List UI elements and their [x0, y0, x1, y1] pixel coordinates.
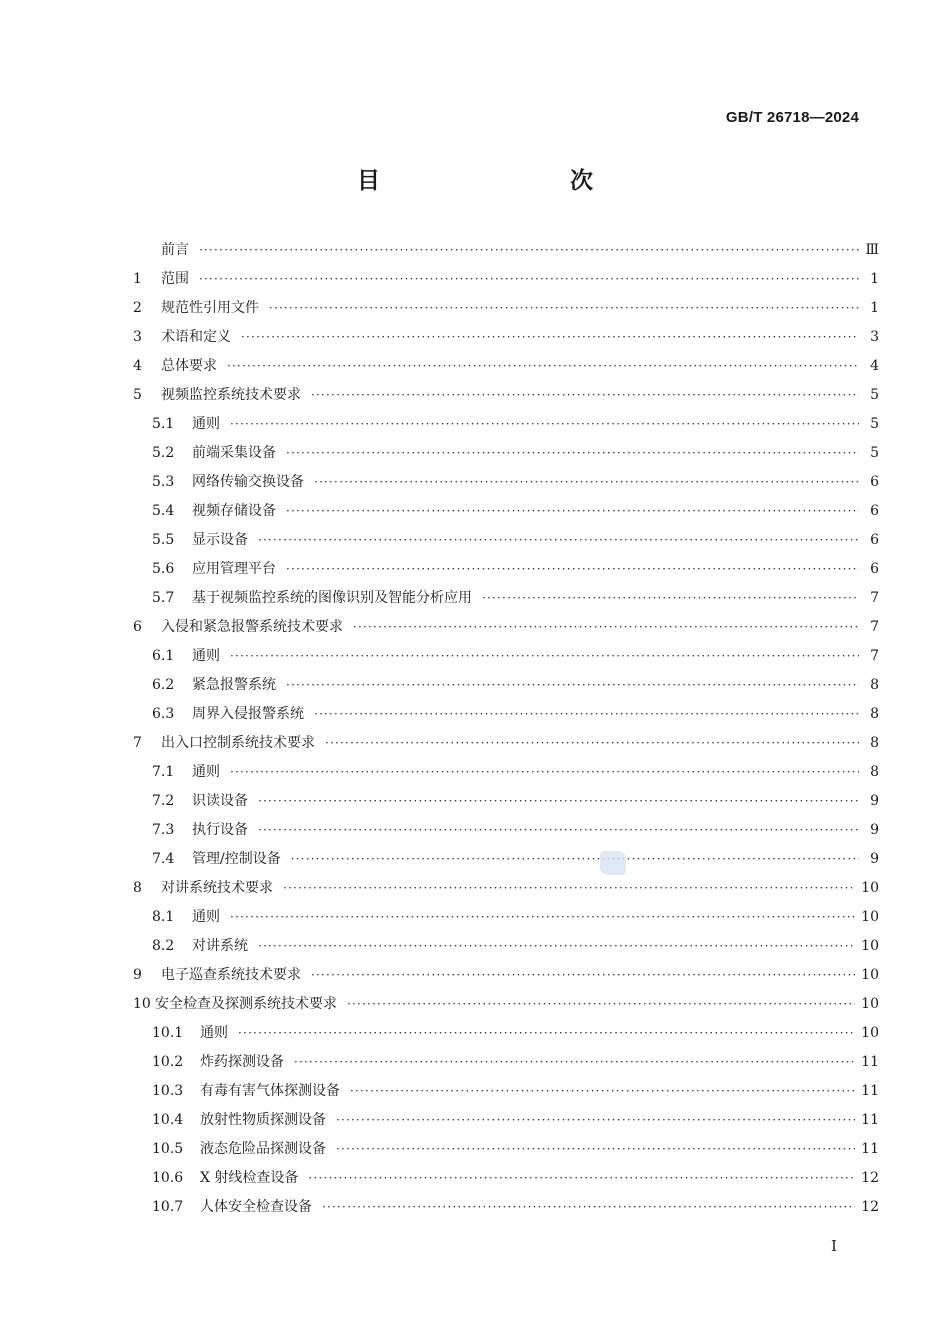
- toc-entry-number: 5.3: [152, 474, 175, 490]
- toc-entry-7-4[interactable]: [133, 848, 879, 877]
- toc-leader-dots: [325, 736, 859, 750]
- toc-entry-number: 7.3: [152, 822, 175, 838]
- toc-entry-5-4[interactable]: [133, 500, 879, 529]
- toc-entry-label: 基于视频监控系统的图像识别及智能分析应用: [192, 590, 472, 606]
- toc-entry-label: 网络传输交换设备: [192, 474, 304, 490]
- toc-entry-5-7[interactable]: [133, 587, 879, 616]
- toc-entry-number: 6.3: [152, 706, 175, 722]
- toc-entry-page: 7: [870, 619, 879, 635]
- toc-entry-label: X 射线检查设备: [200, 1170, 299, 1186]
- toc-entry-label: 前端采集设备: [192, 445, 276, 461]
- toc-leader-dots: [230, 649, 859, 663]
- toc-entry-page: 10: [861, 938, 879, 954]
- toc-entry-number: 5.4: [152, 503, 175, 519]
- toc-entry-5-2[interactable]: [133, 442, 879, 471]
- toc-entry-label: 范围: [161, 271, 189, 287]
- toc-entry-number: 1: [133, 271, 142, 287]
- toc-entry-page: 9: [870, 793, 879, 809]
- toc-entry-page: 5: [870, 416, 879, 432]
- toc-leader-dots: [286, 504, 859, 518]
- toc-entry-page: 8: [870, 764, 879, 780]
- toc-entry-label: 通则: [192, 764, 220, 780]
- toc-entry-7-1[interactable]: [133, 761, 879, 790]
- toc-entry-page: 10: [861, 909, 879, 925]
- toc-leader-dots: [230, 765, 859, 779]
- toc-entry-label: 执行设备: [192, 822, 248, 838]
- toc-entry-number: 8: [133, 880, 142, 896]
- toc-entry-number: 2: [133, 300, 142, 316]
- toc-entry-page: 10: [861, 880, 879, 896]
- toc-entry-page: 9: [870, 851, 879, 867]
- toc-entry-label: 电子巡查系统技术要求: [161, 967, 301, 983]
- toc-leader-dots: [238, 1026, 855, 1040]
- toc-entry-number: 6.2: [152, 677, 175, 693]
- toc-leader-dots: [294, 1055, 855, 1069]
- toc-entry-5-5[interactable]: [133, 529, 879, 558]
- toc-entry-number: 10: [133, 996, 151, 1012]
- toc-entry-10-5[interactable]: [133, 1138, 879, 1167]
- toc-entry-6-3[interactable]: [133, 703, 879, 732]
- toc-entry-6-1[interactable]: [133, 645, 879, 674]
- toc-entry-page: 6: [870, 561, 879, 577]
- toc-entry-number: 10.2: [152, 1054, 184, 1070]
- toc-leader-dots: [199, 272, 859, 286]
- toc-entry-page: 11: [861, 1141, 879, 1157]
- toc-entry-8[interactable]: [133, 877, 879, 906]
- toc-leader-dots: [353, 620, 859, 634]
- toc-entry-5-1[interactable]: [133, 413, 879, 442]
- toc-entry-label: 放射性物质探测设备: [200, 1112, 326, 1128]
- watermark-logo: [600, 851, 626, 875]
- toc-leader-dots: [308, 1171, 855, 1185]
- toc-entry-4[interactable]: [133, 355, 879, 384]
- toc-leader-dots: [258, 823, 859, 837]
- toc-entry-number: 3: [133, 329, 142, 345]
- toc-leader-dots: [322, 1200, 855, 1214]
- toc-entry-number: 10.5: [152, 1141, 184, 1157]
- toc-entry-number: 7.1: [152, 764, 175, 780]
- toc-entry-label: 对讲系统技术要求: [161, 880, 273, 896]
- toc-entry-label: 安全检查及探测系统技术要求: [155, 996, 337, 1012]
- toc-entry-number: 5: [133, 387, 142, 403]
- toc-entry-7-3[interactable]: [133, 819, 879, 848]
- toc-entry-label: 紧急报警系统: [192, 677, 276, 693]
- toc-entry-page: 1: [870, 300, 879, 316]
- toc-leader-dots: [227, 359, 859, 373]
- toc-leader-dots: [286, 678, 859, 692]
- toc-entry-page: 6: [870, 532, 879, 548]
- toc-entry-page: 9: [870, 822, 879, 838]
- toc-entry-label: 视频监控系统技术要求: [161, 387, 301, 403]
- toc-entry-label: 显示设备: [192, 532, 248, 548]
- toc-leader-dots: [347, 997, 855, 1011]
- toc-entry-number: 10.3: [152, 1083, 184, 1099]
- toc-entry-number: 6.1: [152, 648, 175, 664]
- toc-leader-dots: [336, 1142, 855, 1156]
- toc-leader-dots: [311, 388, 859, 402]
- toc-leader-dots: [241, 330, 859, 344]
- toc-leader-dots: [482, 591, 859, 605]
- toc-leader-dots: [269, 301, 859, 315]
- toc-entry-10[interactable]: [133, 993, 879, 1022]
- toc-entry-label: 前言: [161, 242, 189, 258]
- toc-entry-6-2[interactable]: [133, 674, 879, 703]
- toc-entry-10-3[interactable]: [133, 1080, 879, 1109]
- toc-entry-label: 入侵和紧急报警系统技术要求: [161, 619, 343, 635]
- page-number: I: [831, 1237, 837, 1255]
- toc-entry-page: Ⅲ: [865, 242, 879, 258]
- toc-entry-page: 1: [870, 271, 879, 287]
- toc-entry-page: 8: [870, 677, 879, 693]
- toc-entry-5[interactable]: [133, 384, 879, 413]
- toc-entry-page: 8: [870, 706, 879, 722]
- toc-entry-page: 5: [870, 387, 879, 403]
- toc-entry-label: 周界入侵报警系统: [192, 706, 304, 722]
- toc-leader-dots: [230, 910, 855, 924]
- toc-entry-label: 炸药探测设备: [200, 1054, 284, 1070]
- toc-entry-number: 10.1: [152, 1025, 184, 1041]
- toc-leader-dots: [258, 533, 859, 547]
- toc-entry-6[interactable]: [133, 616, 879, 645]
- toc-entry-7[interactable]: [133, 732, 879, 761]
- toc-entry-foreword[interactable]: [133, 239, 879, 268]
- toc-entry-5-3[interactable]: [133, 471, 879, 500]
- toc-entry-page: 6: [870, 503, 879, 519]
- toc-entry-number: 5.6: [152, 561, 175, 577]
- toc-entry-label: 对讲系统: [192, 938, 248, 954]
- toc-entry-10-6[interactable]: [133, 1167, 879, 1196]
- toc-entry-label: 总体要求: [161, 358, 217, 374]
- toc-entry-number: 8.1: [152, 909, 175, 925]
- toc-entry-number: 7.4: [152, 851, 175, 867]
- toc-entry-label: 管理/控制设备: [192, 851, 281, 867]
- toc-entry-page: 10: [861, 996, 879, 1012]
- toc-entry-label: 液态危险品探测设备: [200, 1141, 326, 1157]
- toc-leader-dots: [336, 1113, 855, 1127]
- toc-entry-3[interactable]: [133, 326, 879, 355]
- toc-entry-page: 11: [861, 1083, 879, 1099]
- toc-entry-label: 有毒有害气体探测设备: [200, 1083, 340, 1099]
- toc-entry-9[interactable]: [133, 964, 879, 993]
- standard-code: GB/T 26718—2024: [725, 109, 859, 126]
- toc-entry-page: 4: [870, 358, 879, 374]
- toc-leader-dots: [291, 852, 859, 866]
- toc-entry-label: 视频存储设备: [192, 503, 276, 519]
- toc-entry-8-2[interactable]: [133, 935, 879, 964]
- toc-entry-number: 10.4: [152, 1112, 184, 1128]
- toc-entry-page: 11: [861, 1112, 879, 1128]
- toc-entry-page: 10: [861, 967, 879, 983]
- toc-entry-7-2[interactable]: [133, 790, 879, 819]
- toc-entry-page: 12: [861, 1170, 879, 1186]
- toc-entry-10-4[interactable]: [133, 1109, 879, 1138]
- toc-entry-label: 通则: [200, 1025, 228, 1041]
- toc-entry-number: 4: [133, 358, 142, 374]
- toc-entry-page: 11: [861, 1054, 879, 1070]
- toc-entry-number: 5.7: [152, 590, 175, 606]
- toc-entry-page: 7: [870, 590, 879, 606]
- toc-entry-page: 8: [870, 735, 879, 751]
- toc-entry-number: 7: [133, 735, 142, 751]
- toc-entry-label: 应用管理平台: [192, 561, 276, 577]
- toc-entry-label: 通则: [192, 909, 220, 925]
- toc-leader-dots: [199, 243, 859, 257]
- toc-leader-dots: [230, 417, 859, 431]
- toc-entry-number: 9: [133, 967, 142, 983]
- toc-entry-10-7[interactable]: [133, 1196, 879, 1225]
- toc-entry-label: 术语和定义: [161, 329, 231, 345]
- toc-leader-dots: [314, 475, 859, 489]
- toc-entry-number: 5.2: [152, 445, 175, 461]
- toc-entry-page: 6: [870, 474, 879, 490]
- toc-entry-number: 8.2: [152, 938, 175, 954]
- toc-entry-number: 5.1: [152, 416, 175, 432]
- toc-entry-label: 通则: [192, 416, 220, 432]
- toc-leader-dots: [258, 939, 855, 953]
- toc-entry-page: 3: [870, 329, 879, 345]
- toc-entry-5-6[interactable]: [133, 558, 879, 587]
- page-title: 目 次: [357, 168, 641, 194]
- toc-entry-label: 通则: [192, 648, 220, 664]
- toc-entry-page: 7: [870, 648, 879, 664]
- toc-entry-label: 识读设备: [192, 793, 248, 809]
- toc-leader-dots: [286, 446, 859, 460]
- toc-entry-10-1[interactable]: [133, 1022, 879, 1051]
- toc-entry-number: 6: [133, 619, 142, 635]
- toc-entry-number: 5.5: [152, 532, 175, 548]
- toc-entry-label: 出入口控制系统技术要求: [161, 735, 315, 751]
- toc-leader-dots: [286, 562, 859, 576]
- toc-leader-dots: [314, 707, 859, 721]
- toc-entry-8-1[interactable]: [133, 906, 879, 935]
- toc-entry-page: 12: [861, 1199, 879, 1215]
- toc-entry-number: 10.7: [152, 1199, 184, 1215]
- toc-leader-dots: [283, 881, 855, 895]
- toc-leader-dots: [258, 794, 859, 808]
- toc-leader-dots: [311, 968, 855, 982]
- toc-entry-label: 人体安全检查设备: [200, 1199, 312, 1215]
- toc-entry-1[interactable]: [133, 268, 879, 297]
- toc-entry-2[interactable]: [133, 297, 879, 326]
- toc-entry-page: 5: [870, 445, 879, 461]
- toc-entry-number: 10.6: [152, 1170, 184, 1186]
- toc-entry-page: 10: [861, 1025, 879, 1041]
- toc-entry-label: 规范性引用文件: [161, 300, 259, 316]
- toc-entry-10-2[interactable]: [133, 1051, 879, 1080]
- toc-entry-number: 7.2: [152, 793, 175, 809]
- toc-leader-dots: [350, 1084, 855, 1098]
- table-of-contents: [133, 239, 879, 1225]
